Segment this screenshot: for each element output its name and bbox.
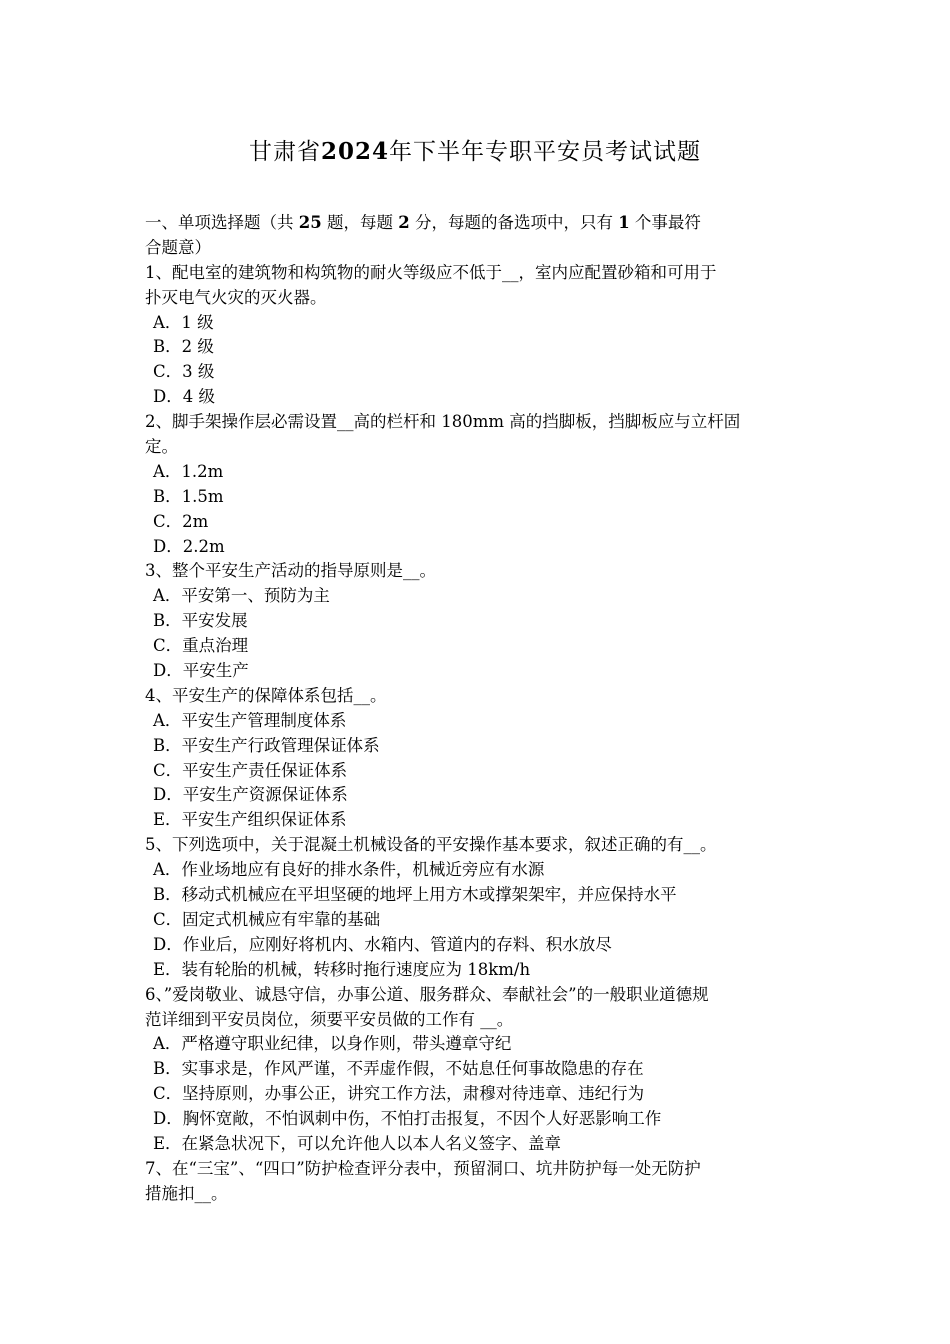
title-prefix: 甘肃省 — [248, 139, 321, 165]
question-text: 扑灭电气火灾的灭火器。 — [145, 287, 327, 307]
option-b: B．1.5m — [153, 486, 224, 506]
points-per-question: 2 — [398, 213, 410, 232]
question-text: 4、平安生产的保障体系包括__。 — [145, 685, 387, 705]
question-1 — [145, 261, 810, 410]
section-heading-cont: 合题意） — [145, 237, 211, 257]
option-e: E．平安生产组织保证体系 — [153, 810, 347, 830]
option-c: C．2m — [153, 511, 209, 531]
option-b: B．平安生产行政管理保证体系 — [153, 735, 380, 755]
option-c: C．固定式机械应有牢靠的基础 — [153, 909, 381, 929]
question-7 — [145, 1157, 810, 1207]
question-text: 2、脚手架操作层必需设置__高的栏杆和 180mm 高的挡脚板，挡脚板应与立杆固 — [145, 412, 741, 432]
option-d: D．作业后，应刚好将机内、水箱内、管道内的存料、积水放尽 — [153, 934, 612, 954]
option-d: D．4 级 — [153, 387, 215, 407]
question-6 — [145, 983, 810, 1157]
question-text: 3、整个平安生产活动的指导原则是__。 — [145, 561, 436, 581]
question-3 — [145, 559, 810, 683]
document-body — [145, 211, 810, 1207]
question-text: 措施扣__。 — [145, 1183, 228, 1203]
option-c: C．3 级 — [153, 362, 215, 382]
option-d: D．平安生产资源保证体系 — [153, 785, 348, 805]
option-d: D．胸怀宽敞，不怕讽刺中伤，不怕打击报复，不因个人好恶影响工作 — [153, 1109, 662, 1129]
option-b: B．实事求是，作风严谨，不弄虚作假，不姑息任何事故隐患的存在 — [153, 1059, 644, 1079]
question-text: 1、配电室的建筑物和构筑物的耐火等级应不低于__，室内应配置砂箱和可用于 — [145, 262, 717, 282]
question-4 — [145, 684, 810, 833]
title-suffix: 年下半年专职平安员考试试题 — [389, 139, 701, 165]
question-text: 定。 — [145, 437, 178, 457]
option-b: B．2 级 — [153, 337, 214, 357]
title-year: 2024 — [320, 138, 389, 165]
option-c: C．重点治理 — [153, 636, 249, 656]
option-a: A．平安生产管理制度体系 — [153, 710, 347, 730]
option-b: B．移动式机械应在平坦坚硬的地坪上用方木或撑架架牢，并应保持水平 — [153, 885, 677, 905]
option-c: C．坚持原则，办事公正，讲究工作方法，肃穆对待违章、违纪行为 — [153, 1084, 645, 1104]
question-count: 25 — [298, 213, 322, 232]
question-text: 5、下列选项中，关于混凝土机械设备的平安操作基本要求，叙述正确的有__。 — [145, 835, 717, 855]
question-text: 6、”爱岗敬业、诚恳守信，办事公道、服务群众、奉献社会”的一般职业道德规 — [145, 984, 709, 1004]
option-d: D．平安生产 — [153, 661, 249, 681]
option-a: A．1 级 — [153, 312, 214, 332]
answer-count: 1 — [618, 213, 630, 232]
option-b: B．平安发展 — [153, 611, 248, 631]
option-e: E．在紧急状况下，可以允许他人以本人名义签字、盖章 — [153, 1133, 562, 1153]
option-a: A．平安第一、预防为主 — [153, 586, 330, 606]
option-d: D．2.2m — [153, 536, 225, 556]
question-text: 范详细到平安员岗位，须要平安员做的工作有 __。 — [145, 1009, 514, 1029]
option-e: E．装有轮胎的机械，转移时拖行速度应为 18km/h — [153, 959, 531, 979]
option-a: A．1.2m — [153, 461, 224, 481]
section-heading: 一、单项选择题（共 25 题，每题 2 分，每题的备选项中，只有 1 个事最符 — [145, 213, 701, 232]
question-5 — [145, 833, 810, 982]
option-a: A．严格遵守职业纪律，以身作则，带头遵章守纪 — [153, 1034, 512, 1054]
option-c: C．平安生产责任保证体系 — [153, 760, 348, 780]
question-2 — [145, 410, 810, 559]
option-a: A．作业场地应有良好的排水条件，机械近旁应有水源 — [153, 860, 545, 880]
question-text: 7、在“三宝”、“四口”防护检查评分表中，预留洞口、坑井防护每一处无防护 — [145, 1158, 701, 1178]
page-title — [0, 136, 950, 168]
